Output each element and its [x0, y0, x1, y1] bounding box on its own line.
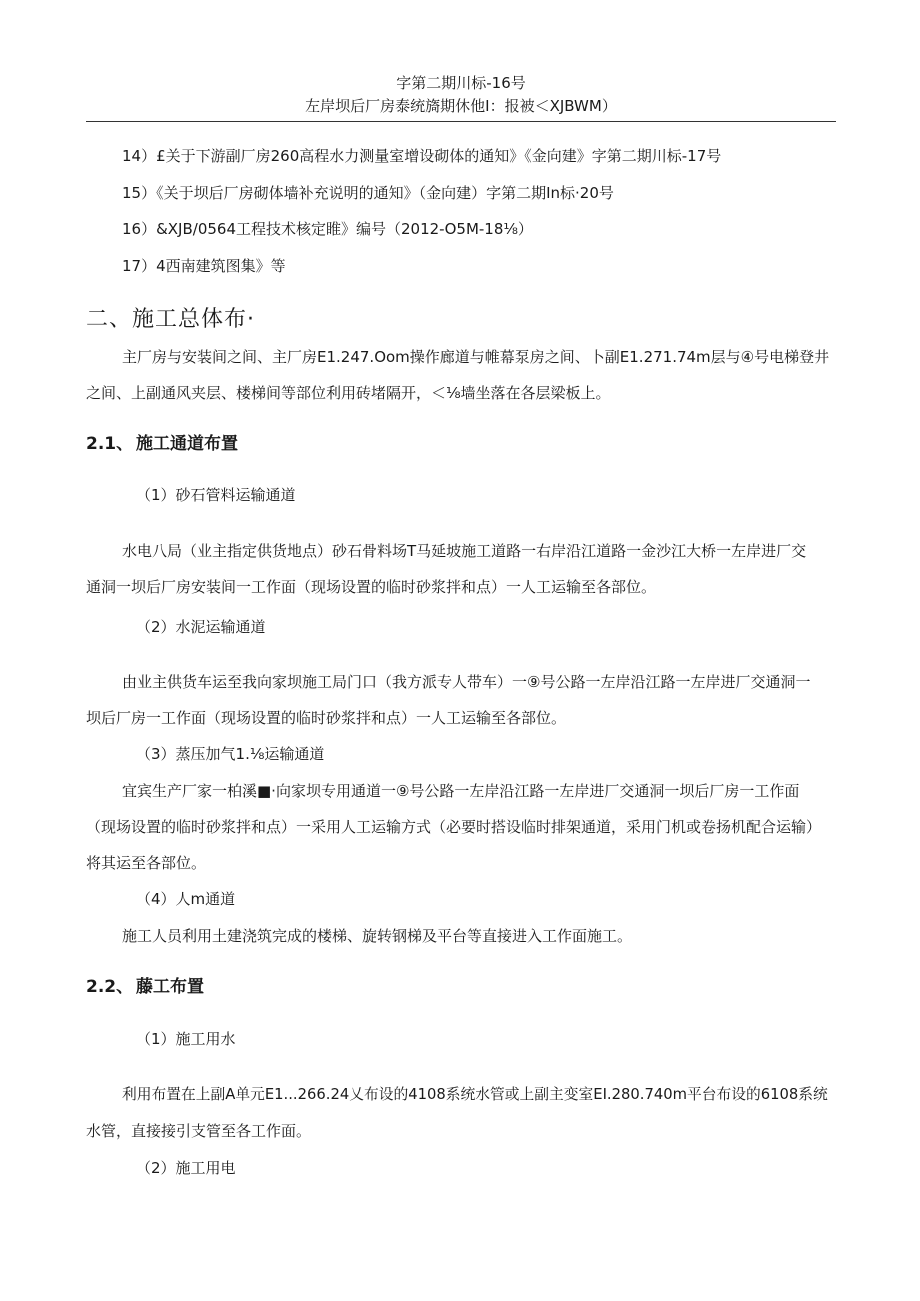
- paragraph-line: 主厂房与安装间之间、主厂房E1.247.Oom操作廊道与帷幕泵房之间、卜副E1.271.74m层与④号电梯登井: [122, 348, 830, 366]
- subsection-heading-2-1: [86, 429, 238, 454]
- header-line-1: 字第二期川标-16号: [396, 74, 526, 92]
- paragraph-line: 由业主供货车运至我向家坝施工局门口（我方派专人带车）一⑨号公路一左岸沿江路一左岸进厂交通洞一: [122, 673, 811, 691]
- paragraph-line: 之间、上副通风夹层、楼梯间等部位利用砖堵隔开，＜⅛墙坐落在各层梁板上。: [86, 384, 611, 402]
- paragraph-line: 水电八局（业主指定供货地点）砂石骨料场T马延坡施工道路一右岸沿江道路一金沙江大桥一左岸进厂交: [122, 542, 807, 560]
- item-label: （2）水泥运输通道: [136, 618, 266, 636]
- paragraph-line: 通洞一坝后厂房安装间一工作面（现场设置的临时砂浆拌和点）一人工运输至各部位。: [86, 578, 657, 596]
- subsection-title: 藤工布置: [136, 977, 204, 997]
- section-heading: 二、施工总体布·: [86, 307, 255, 332]
- item-label: （2）施工用电: [136, 1159, 236, 1177]
- subsection-number: 2.1、: [86, 434, 134, 454]
- header-divider: [86, 121, 836, 122]
- reference-item-14: 14）£关于下游副厂房260高程水力测量室增设砌体的通知》《金向建》字第二期川标-17号: [122, 147, 722, 165]
- subsection-number: 2.2、: [86, 977, 134, 997]
- item-label: （1）砂石管料运输通道: [136, 486, 296, 504]
- item-label: （1）施工用水: [136, 1030, 236, 1048]
- subsection-title: 施工通道布置: [136, 434, 238, 454]
- item-label: （3）蒸压加气1.⅛运输通道: [136, 745, 325, 763]
- subsection-heading-2-2: [86, 972, 204, 997]
- reference-item-16: 16）&XJB/0564工程技术核定睢》编号（2012-O5M-18⅛）: [122, 220, 533, 238]
- paragraph-line: 施工人员利用土建浇筑完成的楼梯、旋转钢梯及平台等直接进入工作面施工。: [122, 927, 633, 945]
- paragraph-line: 宜宾生产厂家一柏溪■·向家坝专用通道一⑨号公路一左岸沿江路一左岸进厂交通洞一坝后厂房一工作面: [122, 782, 800, 800]
- paragraph-line: （现场设置的临时砂浆拌和点）一采用人工运输方式（必要时搭设临时排架通道，采用门机或卷扬机配合运输）: [86, 818, 822, 836]
- paragraph-line: 将其运至各部位。: [86, 854, 207, 872]
- paragraph-line: 利用布置在上副A单元E1...266.24乂布设的4108系统水管或上副主变室EI.280.740m平台布设的6108系统: [122, 1086, 828, 1103]
- header-line-2: 左岸坝后厂房泰统旖期休他I：报被＜XJBWM）: [305, 97, 617, 115]
- paragraph-line: 坝后厂房一工作面（现场设置的临时砂浆拌和点）一人工运输至各部位。: [86, 709, 567, 727]
- page-header: [86, 72, 836, 118]
- paragraph-line: 水管，直接接引支管至各工作面。: [86, 1122, 312, 1140]
- item-label: （4）人m通道: [136, 890, 236, 908]
- reference-item-17: 17）4西南建筑图集》等: [122, 257, 286, 275]
- reference-item-15: 15）《关于坝后厂房砌体墙补充说明的通知》（金向建）字第二期In标·20号: [122, 184, 614, 202]
